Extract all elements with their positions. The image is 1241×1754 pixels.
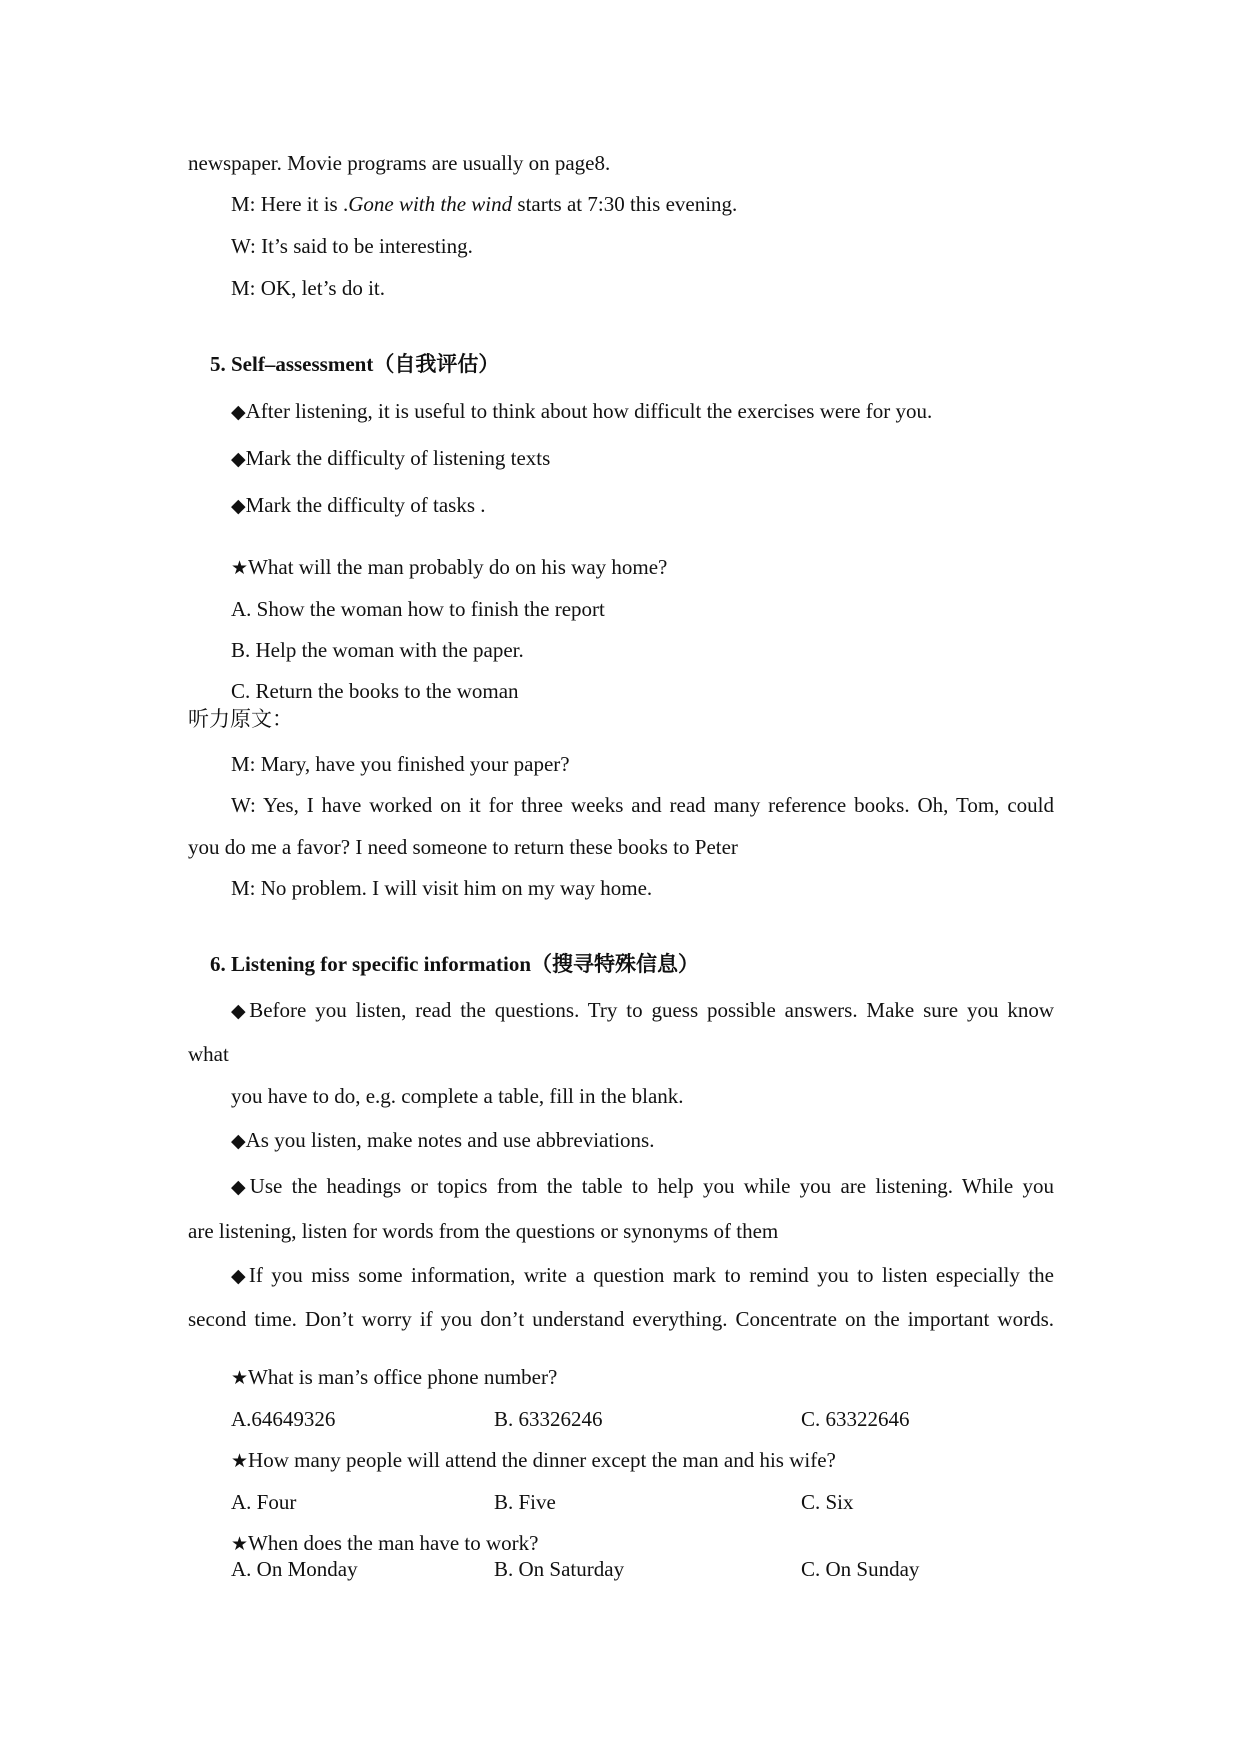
option: A. On Monday <box>231 1557 358 1581</box>
dialog-line: M: OK, let’s do it. <box>231 276 386 300</box>
transcript-line: you do me a favor? I need someone to return these books to Peter <box>188 835 738 859</box>
diamond-icon: ◆ <box>231 1266 249 1287</box>
transcript-line: M: Mary, have you finished your paper? <box>231 752 570 776</box>
diamond-icon: ◆ <box>231 1177 250 1198</box>
bullet-item: ◆As you listen, make notes and use abbreviations. <box>231 1128 655 1152</box>
option: C. On Sunday <box>801 1557 920 1581</box>
section-heading: 6. Listening for specific information（搜寻特殊信息） <box>210 952 700 976</box>
star-icon: ★ <box>231 1451 249 1472</box>
option: B. Help the woman with the paper. <box>231 638 524 662</box>
transcript-line: W: Yes, I have worked on it for three weeks and read many reference books. Oh, Tom, could <box>231 793 1054 817</box>
star-icon: ★ <box>231 1368 249 1389</box>
question: ★What is man’s office phone number? <box>231 1365 558 1389</box>
option: B. 63326246 <box>494 1407 603 1431</box>
option: B. On Saturday <box>494 1557 625 1581</box>
dialog-continuation: newspaper. Movie programs are usually on page8. <box>188 151 611 175</box>
section-heading: 5. Self–assessment（自我评估） <box>210 352 500 376</box>
diamond-icon: ◆ <box>231 496 246 517</box>
question: ★What will the man probably do on his way home? <box>231 555 668 579</box>
option: C. Six <box>801 1490 854 1514</box>
bullet-item: ◆Use the headings or topics from the table to help you while you are listening. While you <box>231 1174 1054 1198</box>
diamond-icon: ◆ <box>231 1131 246 1152</box>
option: B. Five <box>494 1490 556 1514</box>
option: A.64649326 <box>231 1407 336 1431</box>
transcript-label: 听力原文： <box>188 707 293 731</box>
star-icon: ★ <box>231 558 249 579</box>
bullet-continuation: what <box>188 1042 229 1066</box>
diamond-icon: ◆ <box>231 1001 250 1022</box>
bullet-item: ◆Mark the difficulty of listening texts <box>231 446 551 470</box>
option: A. Four <box>231 1490 297 1514</box>
transcript-line: M: No problem. I will visit him on my way home. <box>231 876 653 900</box>
option: C. 63322646 <box>801 1407 910 1431</box>
question: ★How many people will attend the dinner except the man and his wife? <box>231 1448 836 1472</box>
bullet-item: ◆If you miss some information, write a question mark to remind you to listen especially the <box>231 1263 1054 1287</box>
option: C. Return the books to the woman <box>231 679 519 703</box>
bullet-item: ◆Before you listen, read the questions. Try to guess possible answers. Make sure you know <box>231 998 1054 1022</box>
bullet-continuation: second time. Don’t worry if you don’t understand everything. Concentrate on the important words. <box>188 1307 1054 1331</box>
bullet-item: ◆After listening, it is useful to think about how difficult the exercises were for you. <box>231 399 933 423</box>
star-icon: ★ <box>231 1534 249 1555</box>
dialog-line: W: It’s said to be interesting. <box>231 234 473 258</box>
diamond-icon: ◆ <box>231 402 246 423</box>
bullet-item: ◆Mark the difficulty of tasks . <box>231 493 486 517</box>
dialog-line: M: Here it is .Gone with the wind starts at 7:30 this evening. <box>231 192 738 216</box>
bullet-continuation: are listening, listen for words from the questions or synonyms of them <box>188 1219 779 1243</box>
option: A. Show the woman how to finish the report <box>231 597 605 621</box>
diamond-icon: ◆ <box>231 449 246 470</box>
question: ★When does the man have to work? <box>231 1531 539 1555</box>
movie-title: Gone with the wind <box>348 192 513 216</box>
bullet-continuation: you have to do, e.g. complete a table, fill in the blank. <box>231 1084 684 1108</box>
